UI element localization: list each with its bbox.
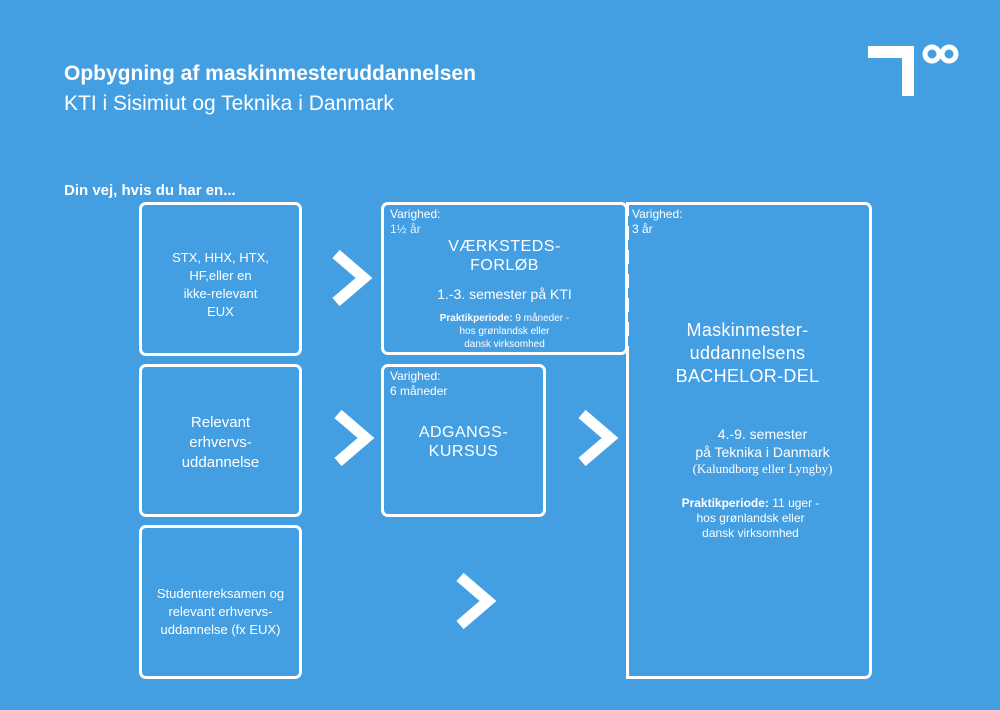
source-line: EUX (207, 304, 234, 319)
chevron-right-icon (330, 408, 376, 468)
bachelor-title-line: BACHELOR-DEL (675, 366, 820, 386)
chevron-right-icon (328, 248, 374, 308)
adgang-title-line: KURSUS (428, 443, 499, 460)
praktik-label: Praktikperiode: (681, 496, 769, 510)
vaerksted-box (381, 202, 628, 355)
duration-value: 3 år (632, 222, 653, 236)
duration-value: 1½ år (390, 222, 421, 236)
vaerksted-title-line: FORLØB (470, 257, 539, 274)
source-line: HF,eller en (189, 268, 252, 283)
bachelor-location: (Kalundborg eller Lyngby) (692, 461, 833, 476)
source-box-student (139, 525, 302, 679)
adgang-box (381, 364, 546, 517)
source-line: uddannelse (fx EUX) (160, 622, 281, 637)
praktik-line: hos grønlandsk eller (459, 326, 550, 337)
chevron-right-icon (452, 571, 498, 631)
vaerksted-semester: 1.-3. semester på KTI (437, 286, 572, 302)
source-line: relevant erhvervs- (168, 604, 273, 619)
page-title: Opbygning af maskinmesteruddannelsen (64, 62, 476, 85)
bachelor-box (626, 202, 872, 679)
bachelor-title-line: Maskinmester- (686, 320, 809, 340)
bachelor-praktik (632, 496, 869, 511)
vaerksted-praktik (384, 312, 625, 325)
intro-text: Din vej, hvis du har en... (64, 182, 236, 199)
source-box-stx (139, 202, 302, 356)
vaerksted-title-line: VÆRKSTEDS- (448, 238, 561, 255)
bachelor-left-border (626, 352, 629, 679)
source-line: STX, HHX, HTX, (172, 250, 269, 265)
praktik-line: dansk virksomhed (464, 339, 545, 350)
praktik-label: Praktikperiode: (439, 313, 513, 324)
source-line: erhvervs- (189, 434, 252, 451)
duration-label: Varighed: (632, 207, 683, 221)
praktik-line: dansk virksomhed (702, 526, 799, 540)
source-line: Relevant (190, 414, 251, 431)
duration-label: Varighed: (390, 369, 441, 383)
bachelor-title-line: uddannelsens (689, 343, 806, 363)
praktik-duration: 11 uger - (768, 496, 820, 510)
source-line: uddannelse (181, 454, 260, 471)
bachelor-semester-line: 4.-9. semester (717, 426, 808, 442)
source-box-erhverv (139, 364, 302, 517)
praktik-duration: 9 måneder - (512, 313, 570, 324)
duration-label: Varighed: (390, 207, 441, 221)
source-line: ikke-relevant (183, 286, 258, 301)
dashed-divider (626, 202, 629, 356)
praktik-line: hos grønlandsk eller (696, 511, 805, 525)
kti-logo-icon (866, 42, 960, 98)
bachelor-semester-line: på Teknika i Danmark (695, 444, 830, 460)
duration-value: 6 måneder (390, 384, 448, 398)
source-line: Studentereksamen og (156, 586, 285, 601)
adgang-title-line: ADGANGS- (418, 424, 509, 441)
page-subtitle: KTI i Sisimiut og Teknika i Danmark (64, 92, 394, 115)
chevron-right-icon (574, 408, 620, 468)
